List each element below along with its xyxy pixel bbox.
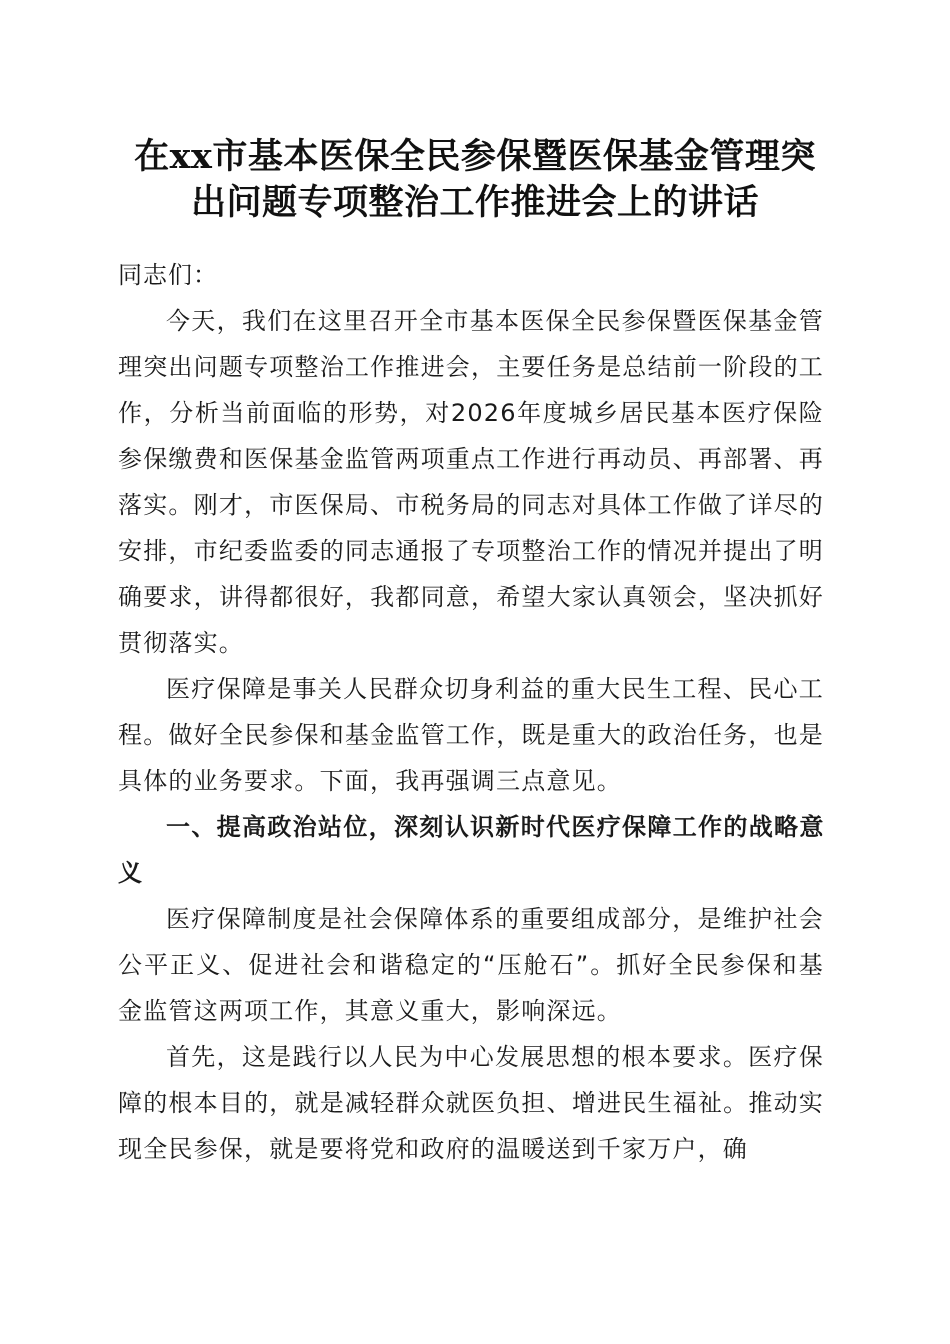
section-heading-1: 一、提高政治站位，深刻认识新时代医疗保障工作的战略意义	[118, 813, 824, 887]
salutation: 同志们：	[118, 261, 218, 289]
paragraph-section1-a: 医疗保障制度是社会保障体系的重要组成部分，是维护社会公平正义、促进社会和谐稳定的“压舱石”。抓好全民参保和基金监管这两项工作，其意义重大，影响深远。	[118, 905, 824, 1025]
paragraph-opening: 今天，我们在这里召开全市基本医保全民参保暨医保基金管理突出问题专项整治工作推进会，主要任务是总结前一阶段的工作，分析当前面临的形势，对2026年度城乡居民基本医疗保险参保缴费和医保基金监管两项重点工作进行再动员、再部署、再落实。刚才，市医保局、市税务局的同志对具体工作做了详尽的安排，市纪委监委的同志通报了专项整治工作的情况并提出了明确要求，讲得都很好，我都同意，希望大家认真领会，坚决抓好贯彻落实。	[118, 307, 824, 657]
document-title	[100, 134, 850, 226]
paragraph-intro: 医疗保障是事关人民群众切身利益的重大民生工程、民心工程。做好全民参保和基金监管工作，既是重大的政治任务，也是具体的业务要求。下面，我再强调三点意见。	[118, 675, 824, 795]
document-body	[118, 252, 824, 1172]
title-line-1: 在xx市基本医保全民参保暨医保基金管理突	[134, 136, 816, 177]
title-line-2: 出问题专项整治工作推进会上的讲话	[190, 182, 759, 223]
paragraph-section1-b: 首先，这是践行以人民为中心发展思想的根本要求。医疗保障的根本目的，就是减轻群众就医负担、增进民生福祉。推动实现全民参保，就是要将党和政府的温暖送到千家万户，确	[118, 1043, 824, 1163]
